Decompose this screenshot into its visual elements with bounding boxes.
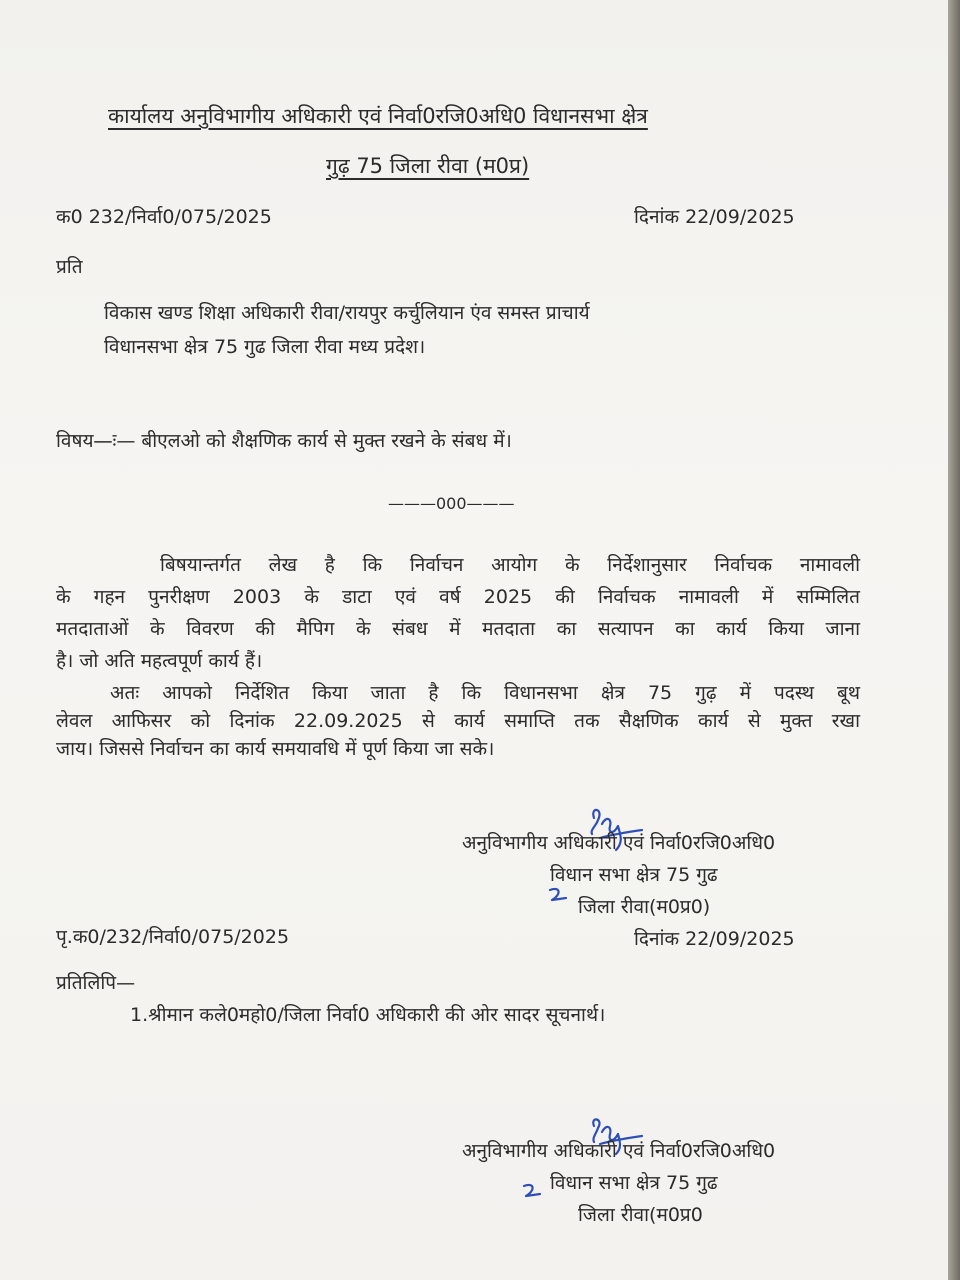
subject-line: विषय—ः— बीएलओ को शैक्षणिक कार्य से मुक्त रखने के संबध में। [56, 430, 512, 452]
body-para1-line2: के गहन पुनरीक्षण 2003 के डाटा एवं वर्ष 2025 की निर्वाचक नामावली में सम्मिलित [56, 586, 860, 608]
signature2-designation: अनुविभागीय अधिकारी एवं निर्वा0रजि0अधि0 [462, 1140, 776, 1162]
body-para1-line4: है। जो अति महत्वपूर्ण कार्य हैं। [56, 650, 263, 672]
copy-item-1: 1.श्रीमान कले0महो0/जिला निर्वा0 अधिकारी की ओर सादर सूचनार्थ। [130, 1004, 606, 1026]
addressee-line1: विकास खण्ड शिक्षा अधिकारी रीवा/रायपुर कर्चुलियान एंव समस्त प्राचार्य [104, 302, 590, 324]
reference-number: क0 232/निर्वा0/075/2025 [56, 206, 272, 228]
to-label: प्रति [56, 256, 83, 278]
signature2-constituency: विधान सभा क्षेत्र 75 गुढ [550, 1172, 718, 1194]
endorsement-date: दिनांक 22/09/2025 [634, 928, 795, 950]
signature-tick-1 [544, 884, 572, 906]
body-para2-line1: अतः आपको निर्देशित किया जाता है कि विधानसभा क्षेत्र 75 गुढ़ में पदस्थ बूथ [110, 682, 860, 704]
body-para1-line1: बिषयान्तर्गत लेख है कि निर्वाचन आयोग के निर्देशानुसार निर्वाचक नामावली [160, 554, 860, 576]
signature1-constituency: विधान सभा क्षेत्र 75 गुढ [550, 864, 718, 886]
letter-date: दिनांक 22/09/2025 [634, 206, 795, 228]
signature2-district: जिला रीवा(म0प्र0 [578, 1204, 703, 1226]
signature-tick-2 [518, 1180, 546, 1202]
body-para1-line3: मतदाताओं के विवरण की मैपिग के संबध में मतदाता का सत्यापन का कार्य किया जाना [56, 618, 860, 640]
signature1-district: जिला रीवा(म0प्र0) [578, 896, 711, 918]
page-edge-shadow [948, 0, 960, 1280]
endorsement-reference-number: पृ.क0/232/निर्वा0/075/2025 [56, 926, 290, 948]
signature1-designation: अनुविभागीय अधिकारी एवं निर्वा0रजि0अधि0 [462, 832, 776, 854]
copy-heading: प्रतिलिपि— [56, 972, 136, 994]
separator: ———000——— [388, 494, 515, 513]
body-para2-line3: जाय। जिससे निर्वाचन का कार्य समयावधि में पूर्ण किया जा सके। [56, 738, 495, 760]
addressee-line2: विधानसभा क्षेत्र 75 गुढ जिला रीवा मध्य प्रदेश। [104, 336, 426, 358]
body-para2-line2: लेवल आफिसर को दिनांक 22.09.2025 से कार्य समाप्ति तक सैक्षणिक कार्य से मुक्त रखा [56, 710, 860, 732]
office-header-line2: गुढ़ 75 जिला रीवा (म0प्र) [326, 154, 530, 178]
office-header-line1: कार्यालय अनुविभागीय अधिकारी एवं निर्वा0रजि0अधि0 विधानसभा क्षेत्र [108, 104, 648, 128]
